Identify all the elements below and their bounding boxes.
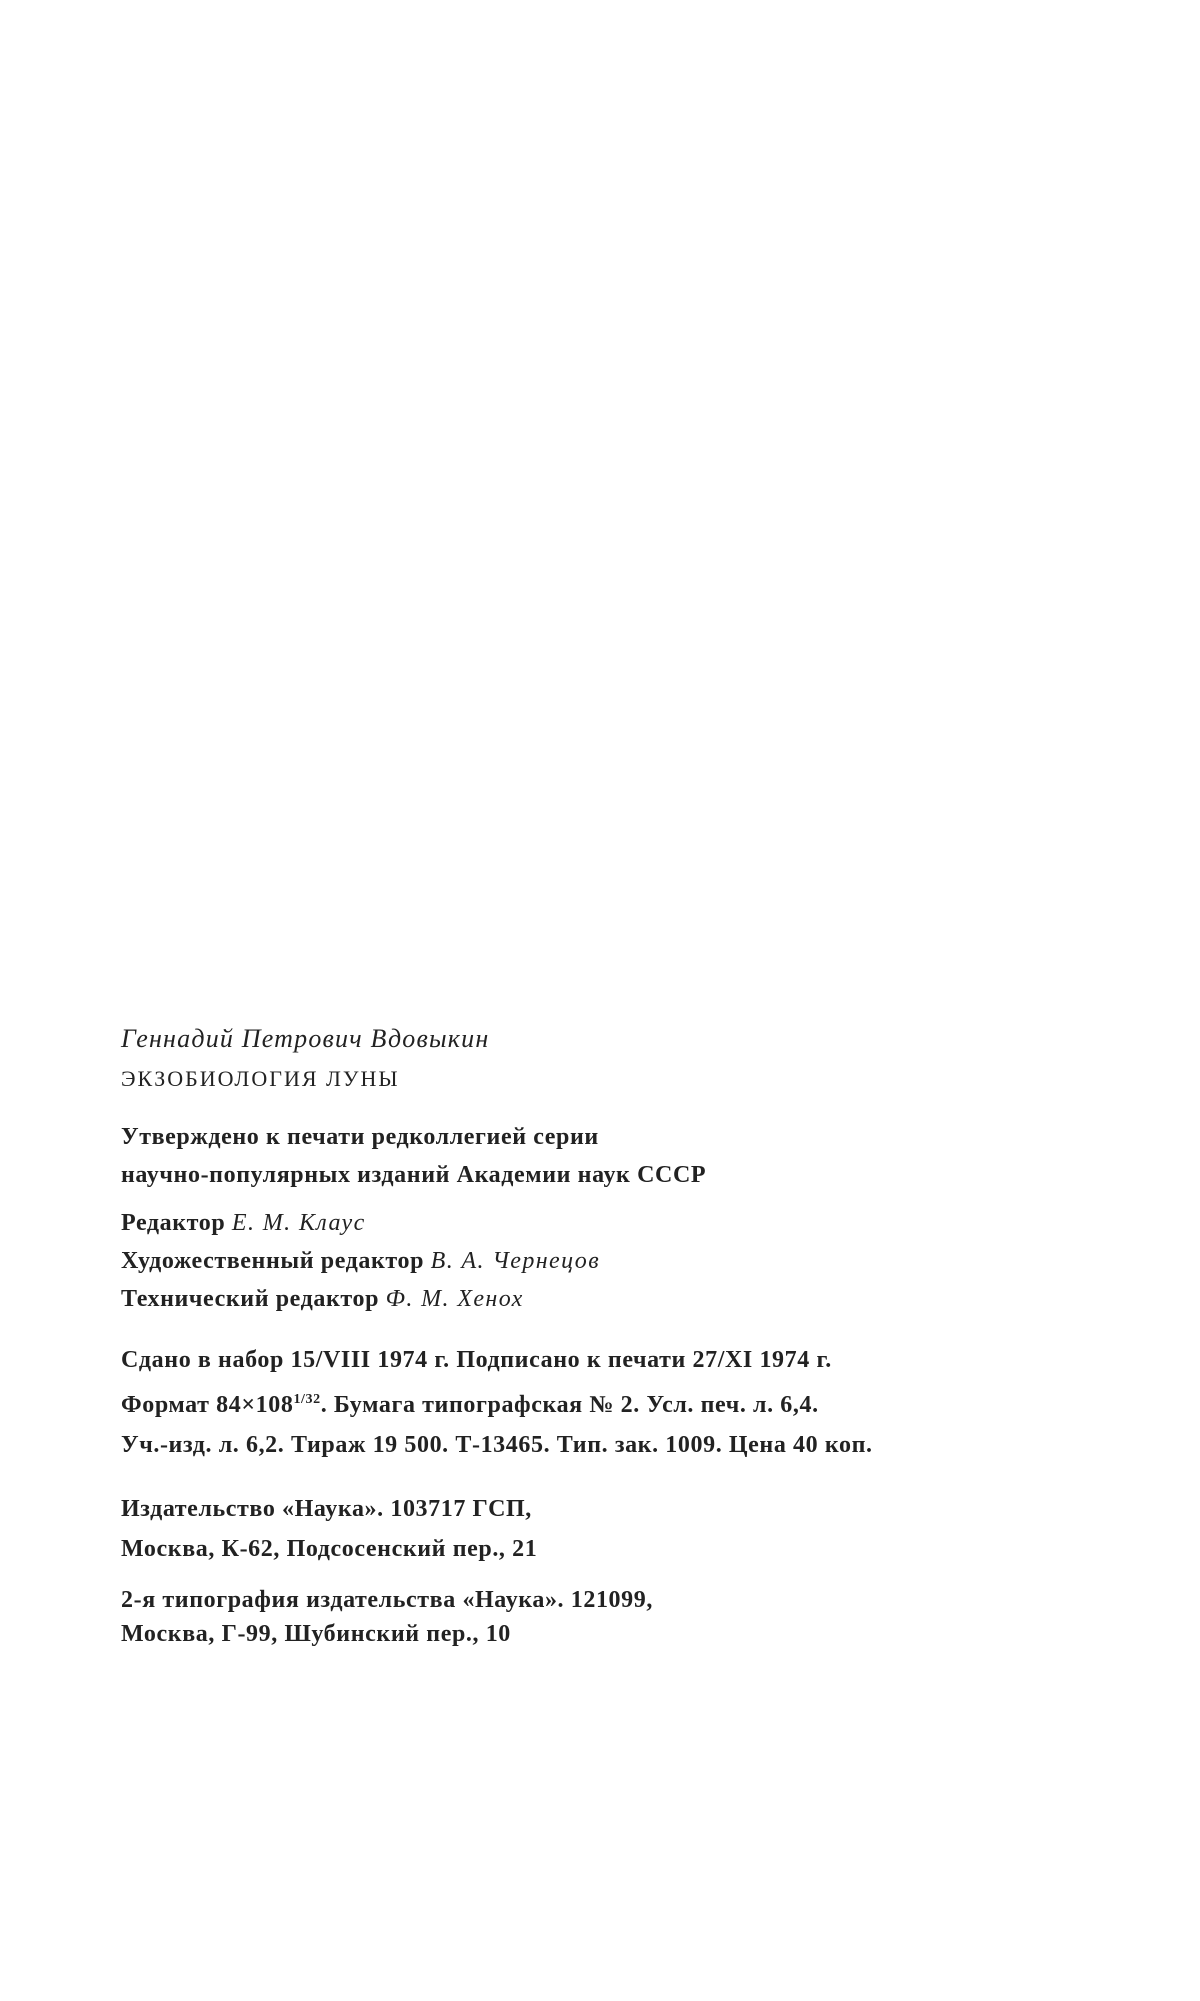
format-prefix: Формат 84×108 <box>121 1392 294 1418</box>
author-name: Геннадий Петрович Вдовыкин <box>121 1024 490 1053</box>
imprint-block <box>121 1022 1081 1651</box>
printer-line-1: 2-я типография издательства «Наука». 121099, <box>121 1587 653 1613</box>
print-info-line-3: Уч.-изд. л. 6,2. Тираж 19 500. Т-13465. Тип. зак. 1009. Цена 40 коп. <box>121 1432 873 1458</box>
approval-line-1: Утверждено к печати редколлегией серии <box>121 1124 599 1150</box>
tech-editor-name: Ф. М. Хенох <box>385 1286 524 1312</box>
tech-editor-label: Технический редактор <box>121 1286 380 1312</box>
format-fraction: 1/32 <box>293 1392 321 1407</box>
art-editor-name: В. А. Чернецов <box>430 1248 601 1274</box>
book-title: ЭКЗОБИОЛОГИЯ ЛУНЫ <box>121 1066 400 1091</box>
print-info-line-2 <box>121 1380 1081 1425</box>
approval-line-2: научно-популярных изданий Академии наук СССР <box>121 1162 707 1188</box>
art-editor-line <box>121 1244 1081 1278</box>
tech-editor-line <box>121 1282 1081 1316</box>
publisher-line-2: Москва, К-62, Подсосенский пер., 21 <box>121 1536 538 1562</box>
publisher-line-1: Издательство «Наука». 103717 ГСП, <box>121 1496 532 1522</box>
printer-line-2: Москва, Г-99, Шубинский пер., 10 <box>121 1621 511 1647</box>
format-suffix: . Бумага типографская № 2. Усл. печ. л. 6,4. <box>320 1392 819 1418</box>
editor-label: Редактор <box>121 1210 226 1236</box>
art-editor-label: Художественный редактор <box>121 1248 425 1274</box>
print-info-line-1: Сдано в набор 15/VIII 1974 г. Подписано к печати 27/XI 1974 г. <box>121 1347 832 1373</box>
editor-name: Е. М. Клаус <box>231 1210 366 1236</box>
editor-line <box>121 1206 1081 1240</box>
